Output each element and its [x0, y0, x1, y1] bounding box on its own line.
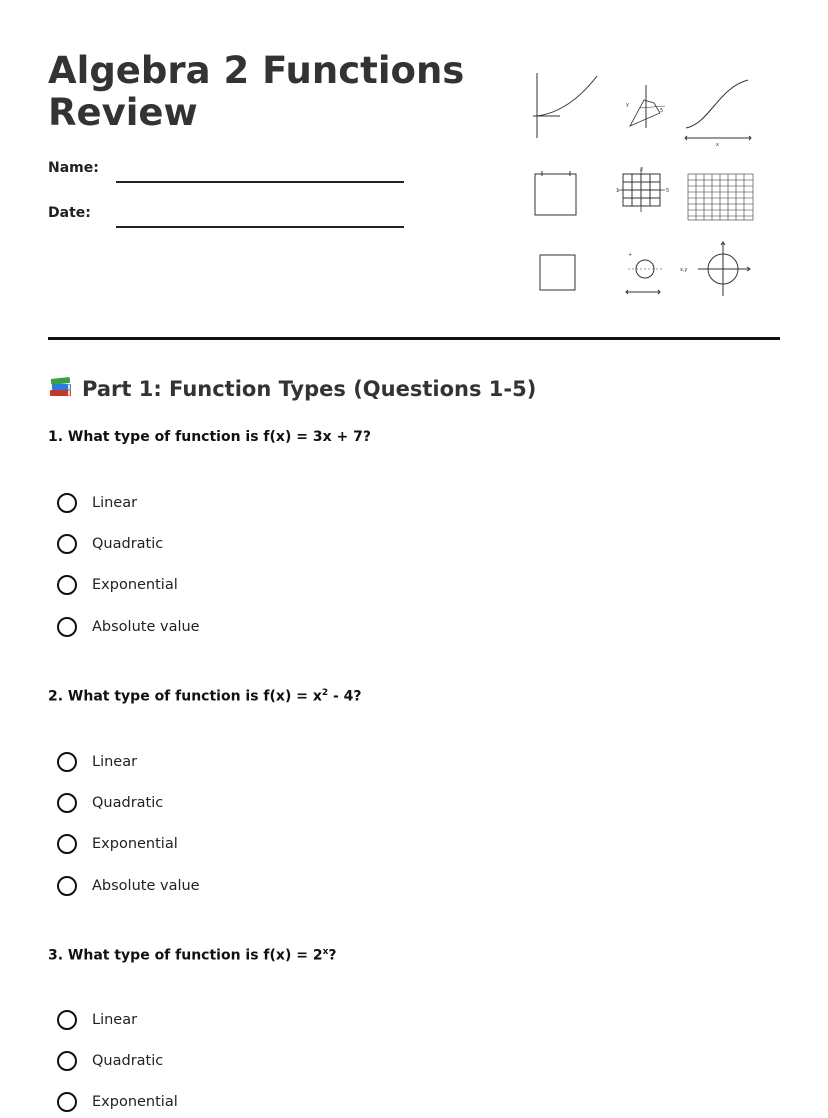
sigmoid-graph-icon [685, 80, 751, 148]
name-field-line[interactable] [116, 181, 404, 183]
square-graph-icon [535, 171, 576, 215]
q2-option-quadratic[interactable]: Quadratic [57, 790, 163, 816]
name-field[interactable] [116, 159, 408, 177]
date-field-line[interactable] [116, 226, 404, 228]
svg-text:x,y: x,y [680, 267, 688, 273]
large-grid-icon [688, 174, 753, 220]
svg-text:1: 1 [616, 188, 620, 194]
function-graphs-illustration [530, 68, 760, 300]
section-divider [48, 337, 780, 340]
small-circle-graph-icon [626, 252, 662, 294]
circle-axes-graph-icon [680, 242, 750, 296]
radio-button[interactable] [57, 1051, 77, 1071]
q1-option-linear[interactable]: Linear [57, 490, 137, 516]
radio-button[interactable] [57, 617, 77, 637]
svg-text:+: + [628, 252, 633, 258]
part-1-heading [48, 374, 536, 404]
date-field[interactable] [116, 204, 408, 222]
q3-option-linear[interactable]: Linear [57, 1007, 137, 1033]
curve-graph-icon [533, 73, 597, 138]
q1-option-exponential[interactable]: Exponential [57, 572, 178, 598]
q1-option-absolute-value[interactable]: Absolute value [57, 614, 200, 640]
q3-option-exponential[interactable]: Exponential [57, 1089, 178, 1115]
radio-button[interactable] [57, 752, 77, 772]
svg-text:y: y [626, 102, 629, 108]
triangle-graph-icon [626, 85, 665, 128]
radio-button[interactable] [57, 876, 77, 896]
date-label: Date: [48, 205, 91, 221]
question-2-text: 2. What type of function is $f(x) = x^2 - 4$? [48, 688, 362, 705]
svg-text:2: 2 [640, 167, 644, 173]
question-3-text: 3. What type of function is $f(x) = 2^x$? [48, 947, 337, 964]
svg-text:x: x [716, 142, 719, 148]
q3-option-quadratic[interactable]: Quadratic [57, 1048, 163, 1074]
radio-button[interactable] [57, 834, 77, 854]
q2-option-linear[interactable]: Linear [57, 749, 137, 775]
question-1-text: 1. What type of function is f(x) = 3x + 7? [48, 429, 371, 445]
small-grid-icon [616, 167, 669, 212]
part-1-heading-text: Part 1: Function Types (Questions 1-5) [82, 377, 537, 401]
svg-text:5: 5 [666, 188, 670, 194]
small-square-icon [540, 255, 575, 290]
radio-button[interactable] [57, 493, 77, 513]
radio-button[interactable] [57, 534, 77, 554]
books-icon [48, 375, 74, 399]
radio-button[interactable] [57, 793, 77, 813]
q1-option-quadratic[interactable]: Quadratic [57, 531, 163, 557]
radio-button[interactable] [57, 575, 77, 595]
radio-button[interactable] [57, 1092, 77, 1112]
q2-option-absolute-value[interactable]: Absolute value [57, 873, 200, 899]
name-label: Name: [48, 160, 99, 176]
worksheet-title: Algebra 2 Functions Review [48, 49, 465, 134]
radio-button[interactable] [57, 1010, 77, 1030]
q2-option-exponential[interactable]: Exponential [57, 831, 178, 857]
svg-text:5: 5 [660, 108, 664, 114]
